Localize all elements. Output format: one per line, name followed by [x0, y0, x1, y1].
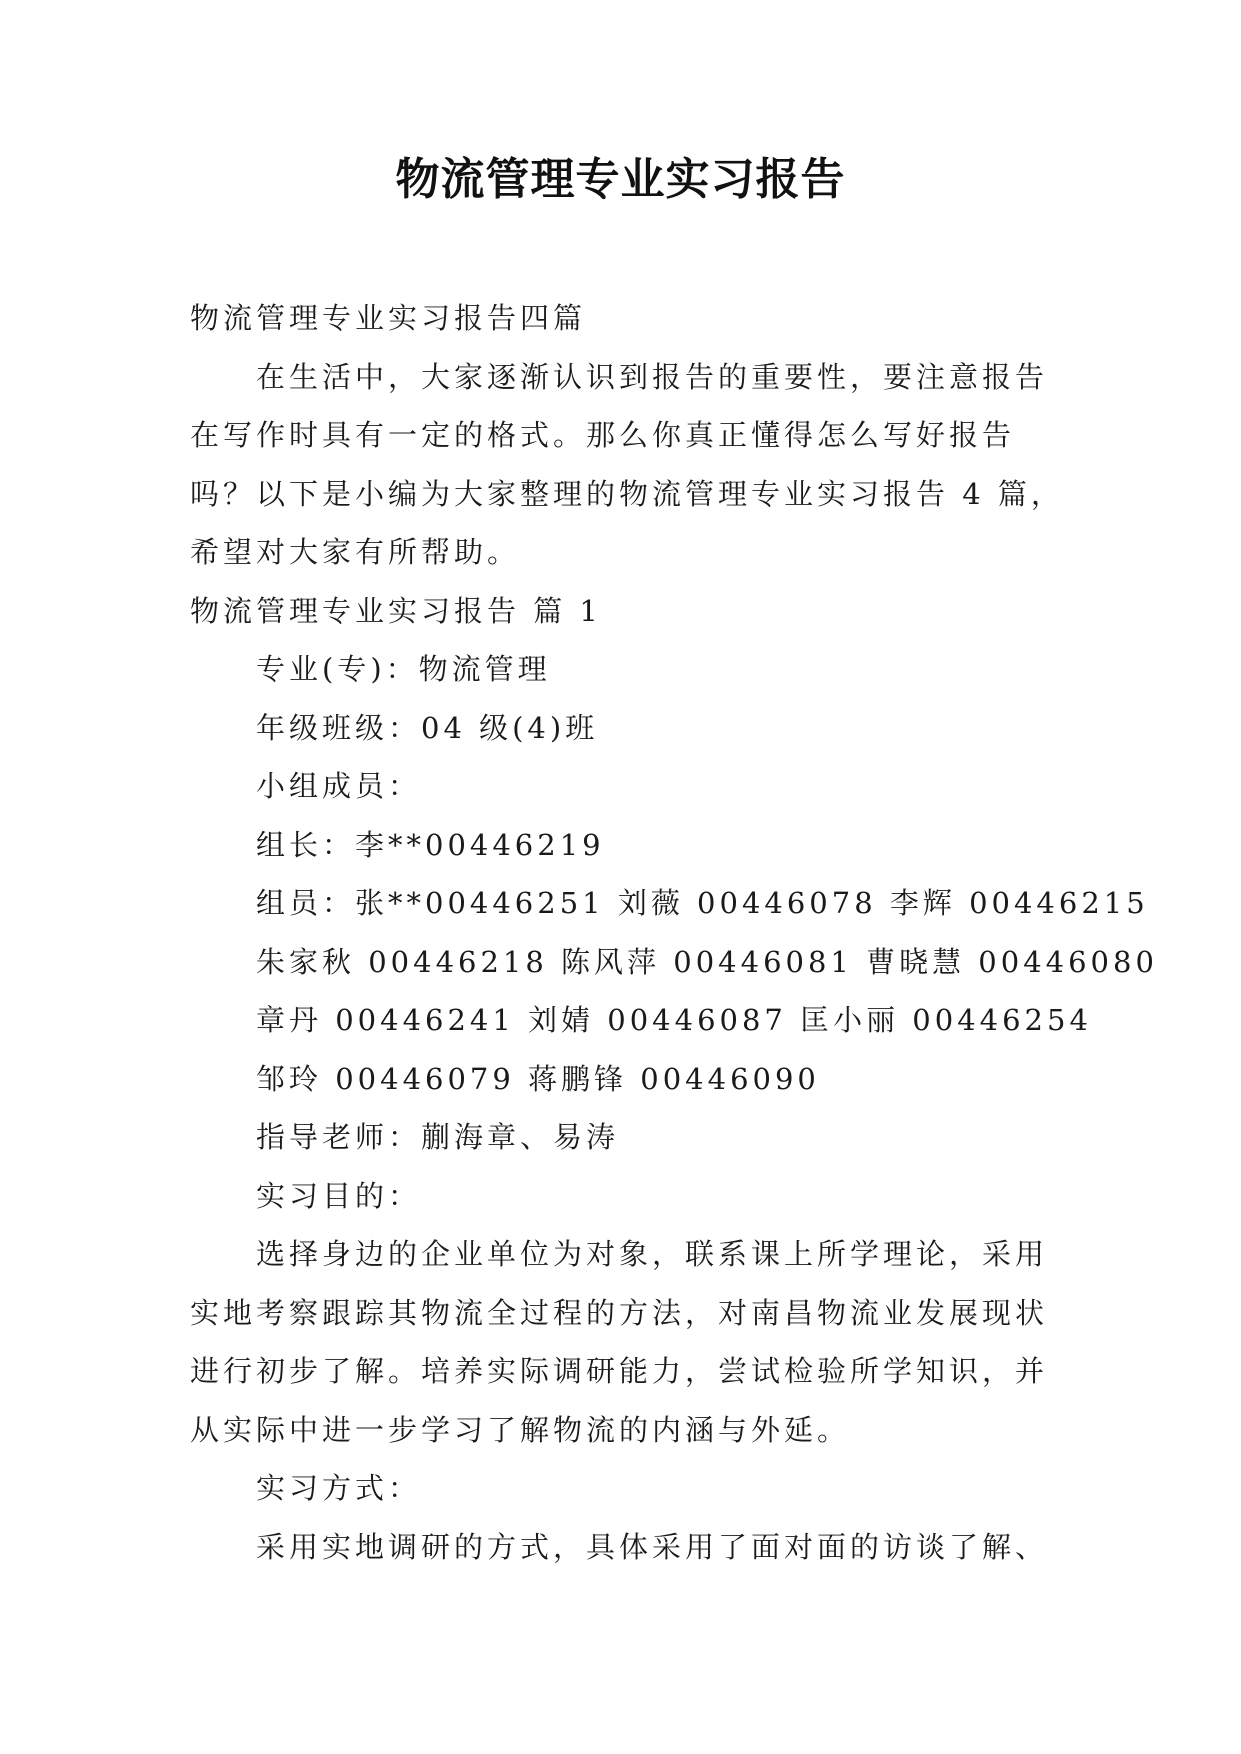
body-line: 指导老师：蒯海章、易涛	[256, 1120, 620, 1154]
body-line: 专业(专)：物流管理	[256, 652, 551, 686]
body-line: 小组成员：	[256, 769, 422, 803]
document-body	[190, 289, 1158, 1576]
body-line: 在生活中，大家逐渐认识到报告的重要性，要注意报告	[256, 359, 1049, 394]
body-line: 希望对大家有所帮助。	[190, 535, 521, 569]
body-line: 章丹 00446241 刘婧 00446087 匡小丽 00446254	[256, 1003, 1092, 1037]
document-title: 物流管理专业实习报告	[395, 154, 846, 205]
body-line: 进行初步了解。培养实际调研能力，尝试检验所学知识，并	[190, 1354, 1049, 1388]
body-line: 在写作时具有一定的格式。那么你真正懂得怎么写好报告	[190, 418, 1016, 452]
body-line: 实地考察跟踪其物流全过程的方法，对南昌物流业发展现状	[190, 1295, 1049, 1330]
body-line: 实习方式：	[256, 1471, 422, 1505]
body-line: 组长：李**00446219	[256, 827, 605, 862]
body-line: 组员：张**00446251 刘薇 00446078 李辉 00446215	[256, 886, 1149, 920]
body-line: 朱家秋 00446218 陈风萍 00446081 曹晓慧 00446080	[256, 944, 1158, 979]
body-line: 邹玲 00446079 蒋鹏锋 00446090	[256, 1061, 820, 1096]
body-line: 物流管理专业实习报告四篇	[190, 301, 587, 335]
body-line: 年级班级：04 级(4)班	[256, 710, 599, 745]
body-line: 实习目的：	[256, 1178, 422, 1213]
body-line: 选择身边的企业单位为对象，联系课上所学理论，采用	[256, 1237, 1049, 1271]
body-line: 采用实地调研的方式，具体采用了面对面的访谈了解、	[256, 1529, 1049, 1564]
body-line: 物流管理专业实习报告 篇 1	[190, 593, 602, 628]
body-line: 吗？以下是小编为大家整理的物流管理专业实习报告 4 篇，	[190, 476, 1064, 511]
body-line: 从实际中进一步学习了解物流的内涵与外延。	[190, 1412, 851, 1447]
